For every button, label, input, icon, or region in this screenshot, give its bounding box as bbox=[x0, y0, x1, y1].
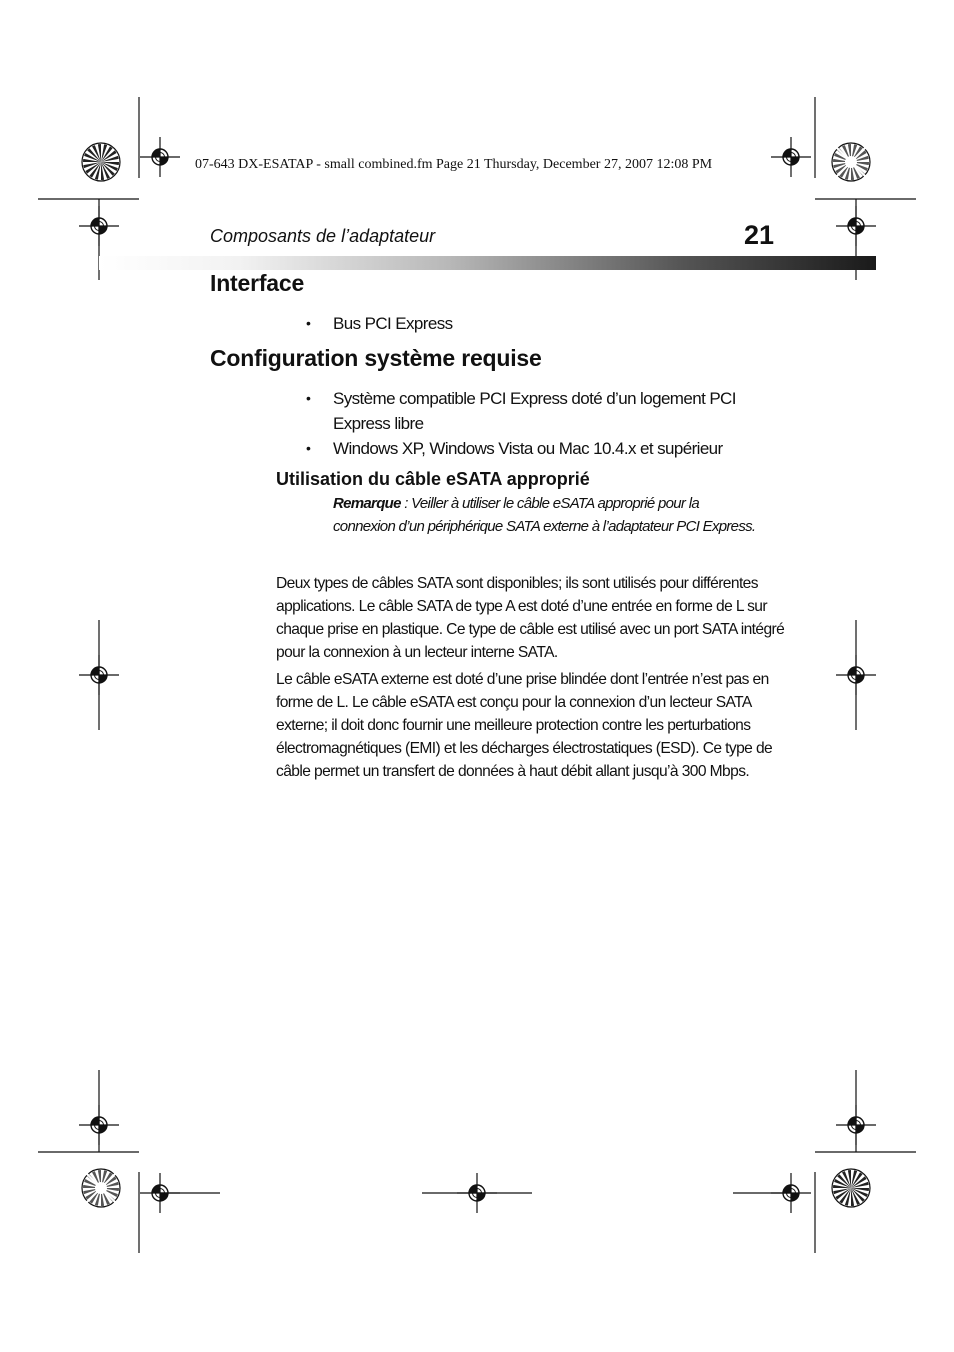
subsection-title: Utilisation du câble eSATA approprié bbox=[276, 469, 590, 489]
bullet-glyph: • bbox=[306, 315, 311, 331]
list-item bbox=[306, 311, 453, 336]
note-text: : Veiller à utiliser le câble eSATA approprié pour la connexion d’un périphérique SATA externe à l’adaptateur PCI Express. bbox=[333, 495, 756, 535]
header-rule bbox=[99, 256, 876, 270]
page-number: 21 bbox=[743, 220, 774, 250]
file-slug: 07-643 DX-ESATAP - small combined.fm Page 21 Thursday, December 27, 2007 12:08 PM bbox=[195, 157, 713, 172]
config-bullet-list bbox=[306, 386, 766, 461]
section-title-interface: Interface bbox=[210, 270, 305, 296]
note-label: Remarque bbox=[333, 495, 401, 512]
body-paragraph-1: Deux types de câbles SATA sont disponibles; ils sont utilisés pour différentes applications. Le câble SATA de type A est doté d’une entrée en forme de L sur chaque prise en plastique. Ce type de câble est utilisé avec un port SATA intégré pour la connexion à un lecteur interne SATA. bbox=[276, 575, 785, 661]
list-item bbox=[306, 386, 766, 436]
section-title-config: Configuration système requise bbox=[210, 345, 542, 371]
list-item-text: Windows XP, Windows Vista ou Mac 10.4.x et supérieur bbox=[333, 439, 723, 458]
list-item-text: Système compatible PCI Express doté d’un logement PCI Express libre bbox=[333, 389, 736, 433]
list-item-text: Bus PCI Express bbox=[333, 314, 453, 333]
note bbox=[333, 493, 763, 538]
interface-bullet-list bbox=[306, 311, 453, 336]
bullet-glyph: • bbox=[306, 390, 311, 406]
bullet-glyph: • bbox=[306, 440, 311, 456]
list-item bbox=[306, 436, 766, 461]
running-head: Composants de l’adaptateur bbox=[210, 226, 436, 246]
body-paragraph-2: Le câble eSATA externe est doté d’une prise blindée dont l’entrée n’est pas en forme de L. Le câble eSATA est conçu pour la connexion d’un lecteur SATA externe; il doit donc fournir une meilleure protection contre les perturbations électromagnétiques (EMI) et les décharges électrostatiques (ESD). Ce type de câble permet un transfert de données à haut débit allant jusqu’à 300 Mbps. bbox=[276, 671, 773, 780]
